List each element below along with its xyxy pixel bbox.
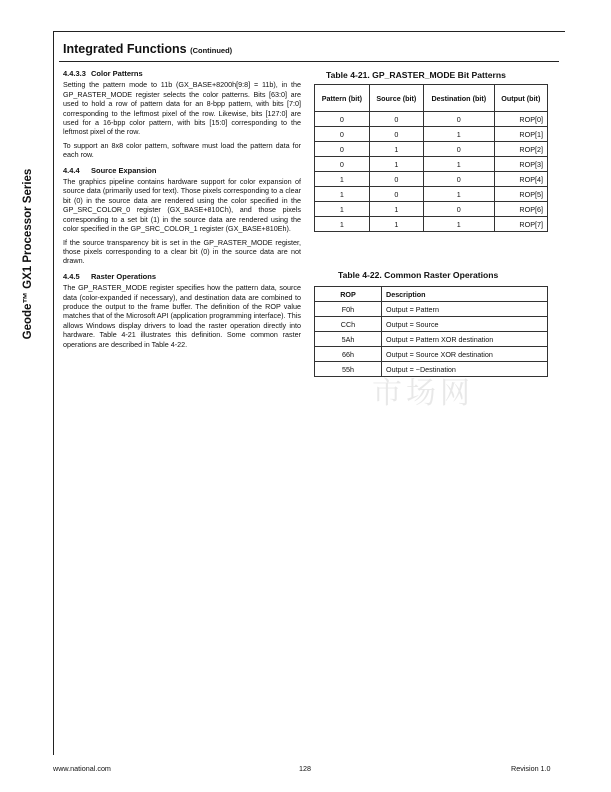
table-row <box>315 172 548 187</box>
table-row <box>315 217 548 232</box>
table-row <box>315 127 548 142</box>
heading-rule <box>59 61 559 62</box>
table-row <box>315 302 548 317</box>
section-number: 4.4.5 <box>63 271 80 281</box>
table-row <box>315 157 548 172</box>
section-title: Raster Operations <box>91 271 157 281</box>
page-title: Integrated Functions <box>63 42 187 56</box>
table-cell: 0 <box>315 142 370 157</box>
table-cell: 1 <box>423 127 494 142</box>
table-cell: 0 <box>369 112 423 127</box>
table-cell: CCh <box>315 317 382 332</box>
column-header: Source (bit) <box>369 85 423 112</box>
table-row <box>315 347 548 362</box>
table-4-22-title: Table 4-22. Common Raster Operations <box>338 270 499 280</box>
table-cell: 0 <box>369 127 423 142</box>
table-cell: 1 <box>315 172 370 187</box>
paragraph: To support an 8x8 color pattern, software must load the pattern data for each row. <box>63 140 301 160</box>
table-cell: 0 <box>369 172 423 187</box>
table-row <box>315 332 548 347</box>
section-source-expansion <box>63 166 301 266</box>
table-row <box>315 317 548 332</box>
table-cell: 1 <box>369 142 423 157</box>
table-cell: 0 <box>423 142 494 157</box>
table-row <box>315 112 548 127</box>
table-cell: 55h <box>315 362 382 377</box>
table-cell: ROP[5] <box>494 187 547 202</box>
table-cell: 66h <box>315 347 382 362</box>
column-header: ROP <box>315 287 382 302</box>
table-row <box>315 142 548 157</box>
section-heading <box>63 166 301 175</box>
table-cell: ROP[0] <box>494 112 547 127</box>
table-cell: Output = Pattern XOR destination <box>382 332 548 347</box>
table-cell: F0h <box>315 302 382 317</box>
table-cell: 1 <box>369 157 423 172</box>
table-cell: 1 <box>369 217 423 232</box>
table-row <box>315 187 548 202</box>
table-cell: ROP[4] <box>494 172 547 187</box>
footer-url[interactable]: www.national.com <box>53 764 111 773</box>
section-heading <box>63 69 301 78</box>
table-cell: 1 <box>423 217 494 232</box>
table-cell: 0 <box>423 112 494 127</box>
table-cell: 5Ah <box>315 332 382 347</box>
paragraph: If the source transparency bit is set in the GP_RASTER_MODE register, those pixels corresponding to a clear bit (0) in the source data are not drawn. <box>63 237 301 266</box>
table-cell: ROP[2] <box>494 142 547 157</box>
table-cell: 0 <box>315 157 370 172</box>
table-row <box>315 202 548 217</box>
watermark: 市场网 <box>372 376 474 411</box>
table-cell: Output = Source <box>382 317 548 332</box>
section-heading <box>63 272 301 281</box>
footer-revision: Revision 1.0 <box>511 764 551 773</box>
section-title: Source Expansion <box>91 165 157 175</box>
table-cell: 1 <box>369 202 423 217</box>
table-cell: 1 <box>315 202 370 217</box>
column-header: Destination (bit) <box>423 85 494 112</box>
left-column <box>63 69 301 355</box>
table-cell: 1 <box>315 187 370 202</box>
table-cell: 0 <box>423 172 494 187</box>
table-cell: Output = Pattern <box>382 302 548 317</box>
table-cell: ROP[3] <box>494 157 547 172</box>
section-number: 4.4.3.3 <box>63 69 86 78</box>
table-cell: 1 <box>315 217 370 232</box>
paragraph: The GP_RASTER_MODE register specifies how the pattern data, source data (color-expanded if necessary), and destination data are combined to produce the output to the frame buffer. The definition of the ROP value matches that of the Microsoft API (application programming interface). This allows Windows display drivers to load the raster operation directly into hardware. Table 4-21 illustrates this definition. Some common raster operations are described in Table 4-22. <box>63 283 301 349</box>
table-cell: Output = Source XOR destination <box>382 347 548 362</box>
page-heading <box>63 42 232 56</box>
table-cell: Output = ~Destination <box>382 362 548 377</box>
table-cell: ROP[1] <box>494 127 547 142</box>
table-cell: 0 <box>369 187 423 202</box>
table-cell: 0 <box>315 127 370 142</box>
table-cell: 0 <box>423 202 494 217</box>
table-cell: 0 <box>315 112 370 127</box>
column-header: Output (bit) <box>494 85 547 112</box>
paragraph: The graphics pipeline contains hardware support for color expansion of source data (primarily used for text). Those pixels corresponding to a clear bit (0) in the source data are rendered using the color specified in the GP_SRC_COLOR_0 register (GX_BASE+810Ch), and those pixels corresponding to a set bit (1) in the source data are rendered using the color specified in the GP_SRC_COLOR_1 register (GX_BASE+810Eh). <box>63 177 301 234</box>
table-cell: ROP[7] <box>494 217 547 232</box>
column-header: Pattern (bit) <box>315 85 370 112</box>
table-4-22 <box>314 286 548 377</box>
side-title: Geode™ GX1 Processor Series <box>22 168 34 340</box>
table-4-21-title: Table 4-21. GP_RASTER_MODE Bit Patterns <box>326 70 506 80</box>
table-cell: ROP[6] <box>494 202 547 217</box>
section-title: Color Patterns <box>91 69 143 78</box>
paragraph: Setting the pattern mode to 11b (GX_BASE+8200h[9:8] = 11b), in the GP_RASTER_MODE register selects the color patterns. Bits [63:0] are used to hold a row of pattern data for an 8-bpp pattern, with bits [7:0] corresponding to the leftmost pixel of the row. Likewise, bits [127:0] are used for a 16-bpp color pattern, with bits [15:0] corresponding to the leftmost pixel of the row. <box>63 80 301 137</box>
section-raster-operations <box>63 272 301 349</box>
table-4-21 <box>314 84 548 232</box>
table-cell: 1 <box>423 187 494 202</box>
column-header: Description <box>382 287 548 302</box>
section-number: 4.4.4 <box>63 165 80 175</box>
page-title-suffix: (Continued) <box>190 46 233 55</box>
table-cell: 1 <box>423 157 494 172</box>
section-color-patterns <box>63 69 301 160</box>
footer-page-number: 128 <box>299 764 311 773</box>
